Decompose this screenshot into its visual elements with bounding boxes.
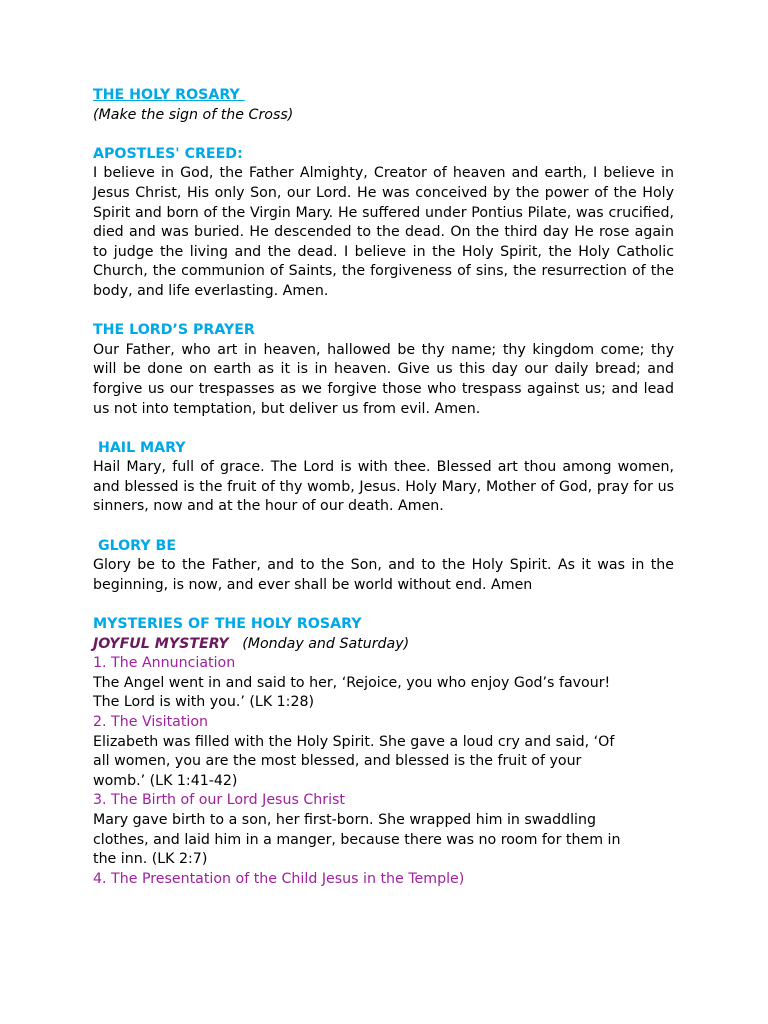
hail-mary-text: Hail Mary, full of grace. The Lord is with thee. Blessed art thou among women, and blessed is the fruit of thy womb, Jesus. Holy Mary, Mother of God, pray for us sinners, now and at the hour of our death. Amen.	[93, 459, 674, 515]
apostles-creed-text: I believe in God, the Father Almighty, Creator of heaven and earth, I believe in Jesus Christ, His only Son, our Lord. He was conceived by the power of the Holy Spirit and born of the Virgin Mary. He suffered under Pontius Pilate, was crucified, died and was buried. He descended to the dead. On the third day He rose again to judge the living and the dead. I believe in the Holy Spirit, the Holy Catholic Church, the communion of Saints, the forgiveness of sins, the resurrection of the body, and life everlasting. Amen.	[93, 165, 674, 299]
mystery-item-title: 2. The Visitation	[93, 714, 209, 730]
document-page	[93, 86, 674, 889]
mysteries-heading: MYSTERIES OF THE HOLY ROSARY	[93, 616, 362, 633]
glory-be-text: Glory be to the Father, and to the Son, and to the Holy Spirit. As it was in the beginning, is now, and ever shall be world without end. Amen	[93, 557, 674, 593]
intro-instruction: (Make the sign of the Cross)	[93, 106, 294, 123]
spacer	[93, 517, 674, 537]
apostles-creed-heading: APOSTLES' CREED:	[93, 145, 243, 162]
mystery-item-title: 1. The Annunciation	[93, 655, 236, 672]
joyful-mystery-days: (Monday and Saturday)	[242, 635, 410, 652]
mystery-item-title: 3. The Birth of our Lord Jesus Christ	[93, 792, 345, 809]
joyful-mystery-line	[93, 635, 674, 655]
mystery-item-title: 4. The Presentation of the Child Jesus in the Temple)	[93, 870, 465, 887]
joyful-mystery-name: JOYFUL MYSTERY	[93, 635, 229, 652]
spacer	[93, 302, 674, 322]
mystery-item-text: The Angel went in and said to her, ‘Rejoice, you who enjoy God’s favour! The Lord is with you.’ (LK 1:28)	[93, 674, 611, 711]
lords-prayer-text: Our Father, who art in heaven, hallowed be thy name; thy kingdom come; thy will be done on earth as it is in heaven. Give us this day our daily bread; and forgive us our trespasses as we forgive those who trespass against us; and lead us not into temptation, but deliver us from evil. Amen.	[93, 341, 674, 417]
mystery-item-text: Mary gave birth to a son, her first-born. She wrapped him in swaddling clothes, and laid him in a manger, because there was no room for them in the inn. (LK 2:7)	[93, 811, 621, 868]
spacer	[93, 595, 674, 615]
spacer	[93, 419, 674, 439]
spacer	[93, 125, 674, 145]
document-title: THE HOLY ROSARY	[93, 87, 245, 103]
hail-mary-heading: HAIL MARY	[93, 439, 186, 456]
mystery-item-text: Elizabeth was filled with the Holy Spirit. She gave a loud cry and said, ‘Of all women, you are the most blessed, and blessed is the fruit of your womb.’ (LK 1:41-42)	[93, 733, 615, 789]
lords-prayer-heading: THE LORD’S PRAYER	[93, 322, 255, 339]
glory-be-heading: GLORY BE	[93, 537, 177, 554]
